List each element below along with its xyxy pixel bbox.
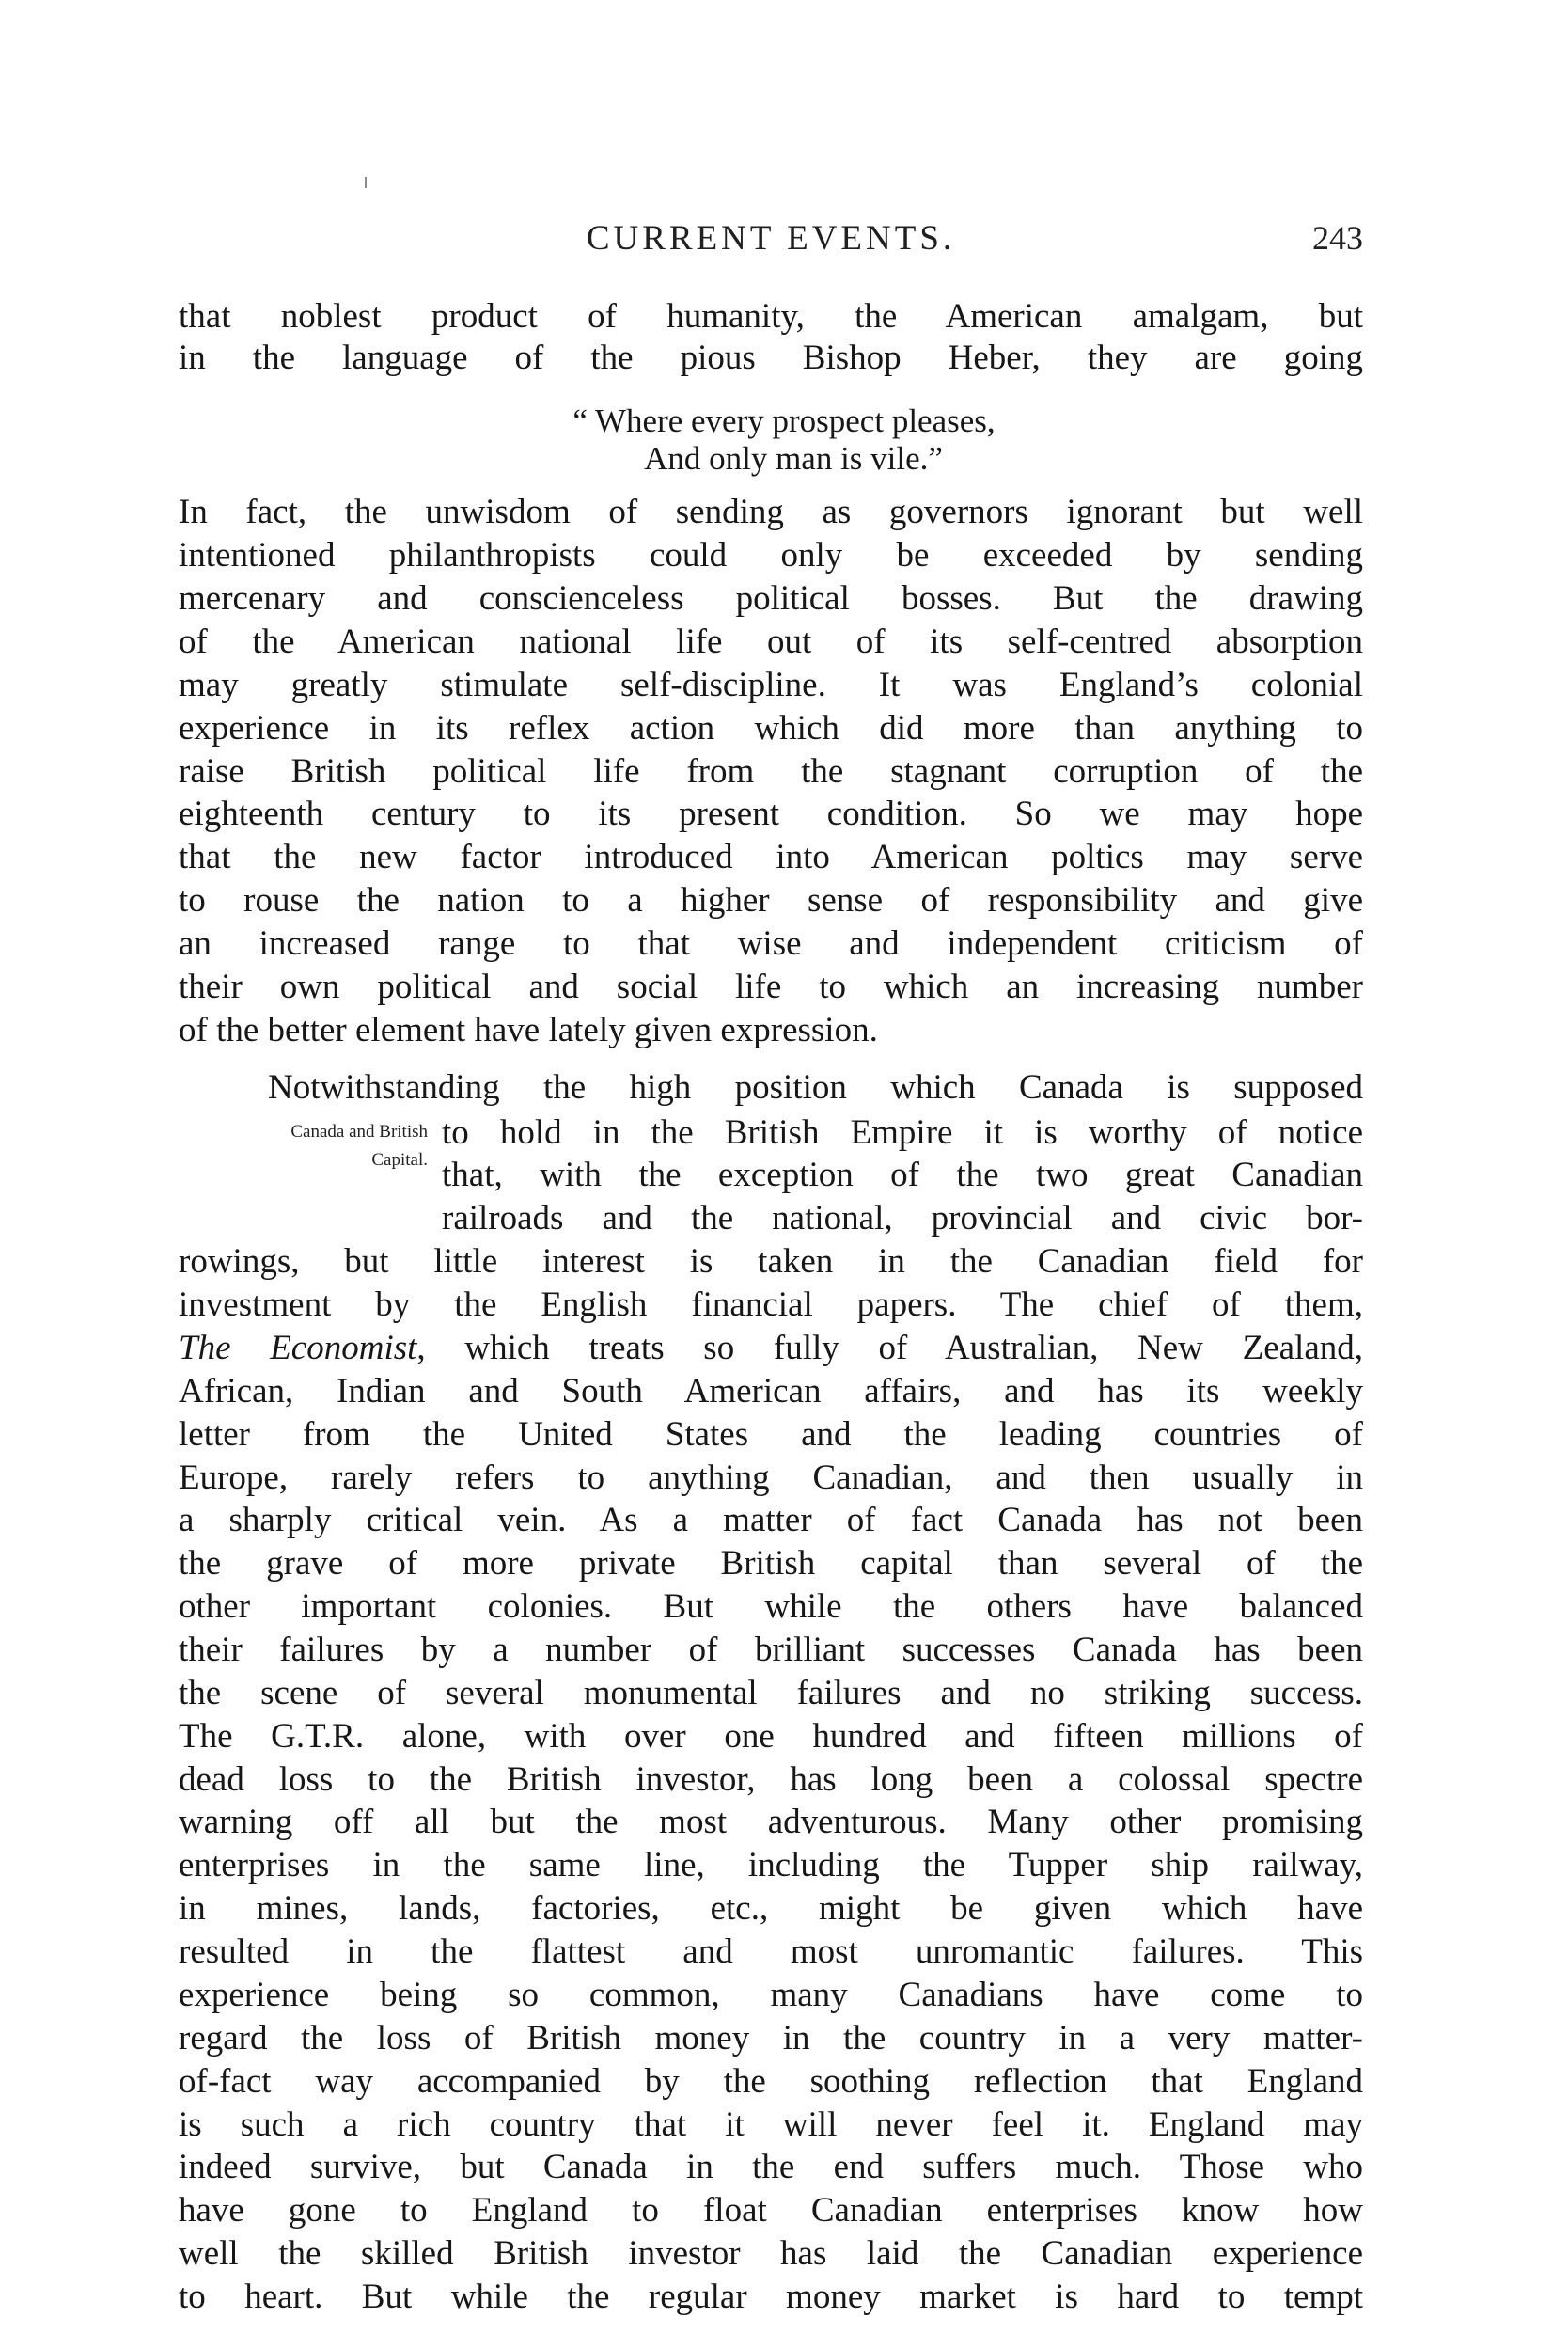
text-line: have gone to England to float Canadian enterprises know how [179, 2191, 1363, 2231]
text-line: that noblest product of humanity, the American amalgam, but [179, 297, 1363, 336]
text-line: mercenary and conscienceless political bosses. But the drawing [179, 579, 1363, 619]
text-line: that the new factor introduced into American poltics may serve [179, 838, 1363, 877]
text-line: experience being so common, many Canadians have come to [179, 1975, 1363, 2014]
text-line: a sharply critical vein. As a matter of fact Canada has not been [179, 1501, 1363, 1540]
text-line: investment by the English financial papers. The chief of them, [179, 1285, 1363, 1325]
text-line: Notwithstanding the high position which Canada is supposed [268, 1067, 1363, 1107]
text-line: of the American national life out of its self-centred absorption [179, 622, 1363, 661]
side-note [169, 1118, 428, 1174]
text-line: indeed survive, but Canada in the end suffers much. Those who [179, 2148, 1363, 2187]
side-note-line: Capital. [371, 1150, 428, 1171]
text-line: dead loss to the British investor, has long been a colossal spectre [179, 1759, 1363, 1799]
text-line: in mines, lands, factories, etc., might be given which have [179, 1889, 1363, 1929]
text-line: raise British political life from the stagnant corruption of the [179, 751, 1363, 791]
text-line: enterprises in the same line, including the Tupper ship railway, [179, 1846, 1363, 1885]
text-line: may greatly stimulate self-discipline. It was England’s colonial [179, 665, 1363, 704]
text-line: other important colonies. But while the others have balanced [179, 1587, 1363, 1627]
text-line: resulted in the flattest and most unromantic failures. This [179, 1932, 1363, 1972]
text-line: to rouse the nation to a higher sense of responsibility and give [179, 881, 1363, 921]
text-line: The G.T.R. alone, with over one hundred and fifteen millions of [179, 1716, 1363, 1756]
text-line-rest: , which treats so fully of Australian, New Zealand, [416, 1328, 1363, 1367]
verse-line: And only man is vile.” [644, 439, 943, 477]
text-line: their failures by a number of brilliant successes Canada has been [179, 1631, 1363, 1669]
text-line: the grave of more private British capital than several of the [179, 1544, 1363, 1584]
text-line: is such a rich country that it will never feel it. England may [179, 2104, 1363, 2144]
text-line [179, 1325, 1363, 1372]
page-header [179, 218, 1363, 271]
text-line: their own political and social life to which an increasing number [179, 967, 1363, 1006]
text-line: that, with the exception of the two great Canadian [442, 1156, 1363, 1195]
text-line: warning off all but the most adventurous. Many other promising [179, 1803, 1363, 1842]
periodical-title: The Economist [179, 1328, 417, 1367]
running-head: CURRENT EVENTS. [586, 219, 956, 258]
text-line: to hold in the British Empire it is worthy of notice [442, 1112, 1363, 1152]
text-line: eighteenth century to its present condition. So we may hope [179, 795, 1363, 834]
text-line: in the language of the pious Bishop Heber, they are going [179, 338, 1363, 377]
page-number: 243 [1312, 219, 1363, 257]
text-line: of-fact way accompanied by the soothing reflection that England [179, 2061, 1363, 2101]
text-line: of the better element have lately given expression. [179, 1010, 878, 1049]
text-line: railroads and the national, provincial and civic bor- [442, 1199, 1363, 1238]
verse-line: “ Where every prospect pleases, [572, 402, 996, 439]
text-line: Europe, rarely refers to anything Canadian, and then usually in [179, 1458, 1363, 1497]
text-line: In fact, the unwisdom of sending as governors ignorant but well [179, 493, 1363, 532]
text-line: letter from the United States and the leading countries of [179, 1414, 1363, 1454]
print-speck [365, 177, 367, 188]
text-line: well the skilled British investor has laid the Canadian experience [179, 2234, 1363, 2274]
text-line: to heart. But while the regular money market is hard to tempt [179, 2278, 1363, 2316]
text-line: rowings, but little interest is taken in the Canadian field for [179, 1242, 1363, 1282]
text-line: African, Indian and South American affairs, and has its weekly [179, 1371, 1363, 1411]
side-note-line: Canada and British [290, 1122, 428, 1143]
text-line: experience in its reflex action which did more than anything to [179, 708, 1363, 748]
text-line: regard the loss of British money in the country in a very matter- [179, 2018, 1363, 2057]
text-line: the scene of several monumental failures and no striking success. [179, 1673, 1363, 1712]
text-line: intentioned philanthropists could only be exceeded by sending [179, 536, 1363, 575]
text-line: an increased range to that wise and independent criticism of [179, 923, 1363, 963]
